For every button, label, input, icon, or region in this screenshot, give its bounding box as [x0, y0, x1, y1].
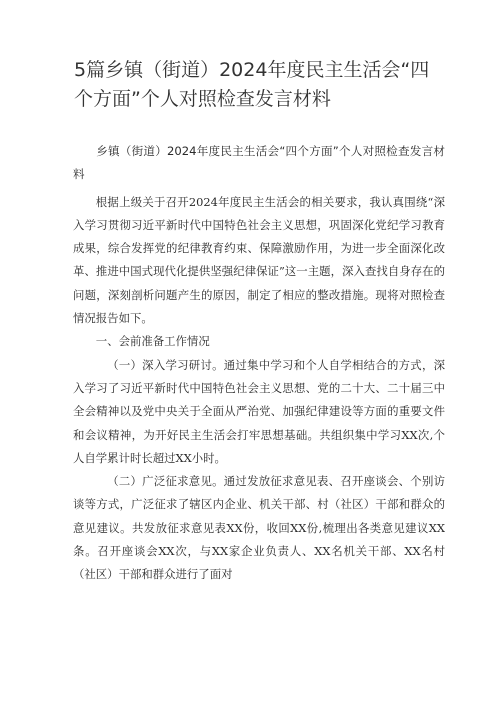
opinions-paragraph: （二）广泛征求意见。通过发放征求意见表、召开座谈会、个别访谈等方式，广泛征求了辖区内企业、机关干部、村（社区）干部和群众的意见建议。共发放征求意见表XX份，收回XX份,梳理出各类意见建议XX条。召开座谈会XX次，与XX家企业负责人、XX名机关干部、XX名村（社区）干部和群众进行了面对 [73, 474, 445, 582]
document-body [73, 140, 445, 587]
intro-paragraph: 根据上级关于召开2024年度民主生活会的相关要求，我认真围绕“深入学习贯彻习近平新时代中国特色社会主义思想，巩固深化党纪学习教育成果，综合发挥党的纪律教育约束、保障激励作用，为进一步全面深化改革、推进中国式现代化提供坚强纪律保证”这一主题，深入查找自身存在的问题，深刻剖析问题产生的原因，制定了相应的整改措施。现将对照检查情况报告如下。 [73, 194, 445, 326]
document-subtitle: 乡镇（街道）2024年度民主生活会“四个方面”个人对照检查发言材料 [73, 144, 445, 182]
section-heading: 一、会前准备工作情况 [95, 334, 210, 349]
document-title: 5篇乡镇（街道）2024年度民主生活会“四个方面”个人对照检查发言材料 [74, 59, 430, 110]
study-paragraph: （一）深入学习研讨。通过集中学习和个人自学相结合的方式，深入学习了习近平新时代中国特色社会主义思想、党的二十大、二十届三中全会精神以及党中央关于全面从严治党、加强纪律建设等方面的重要文件和会议精神，为开好民主生活会打牢思想基础。共组织集中学习XX次,个人自学累计时长超过XX小时。 [73, 357, 445, 465]
